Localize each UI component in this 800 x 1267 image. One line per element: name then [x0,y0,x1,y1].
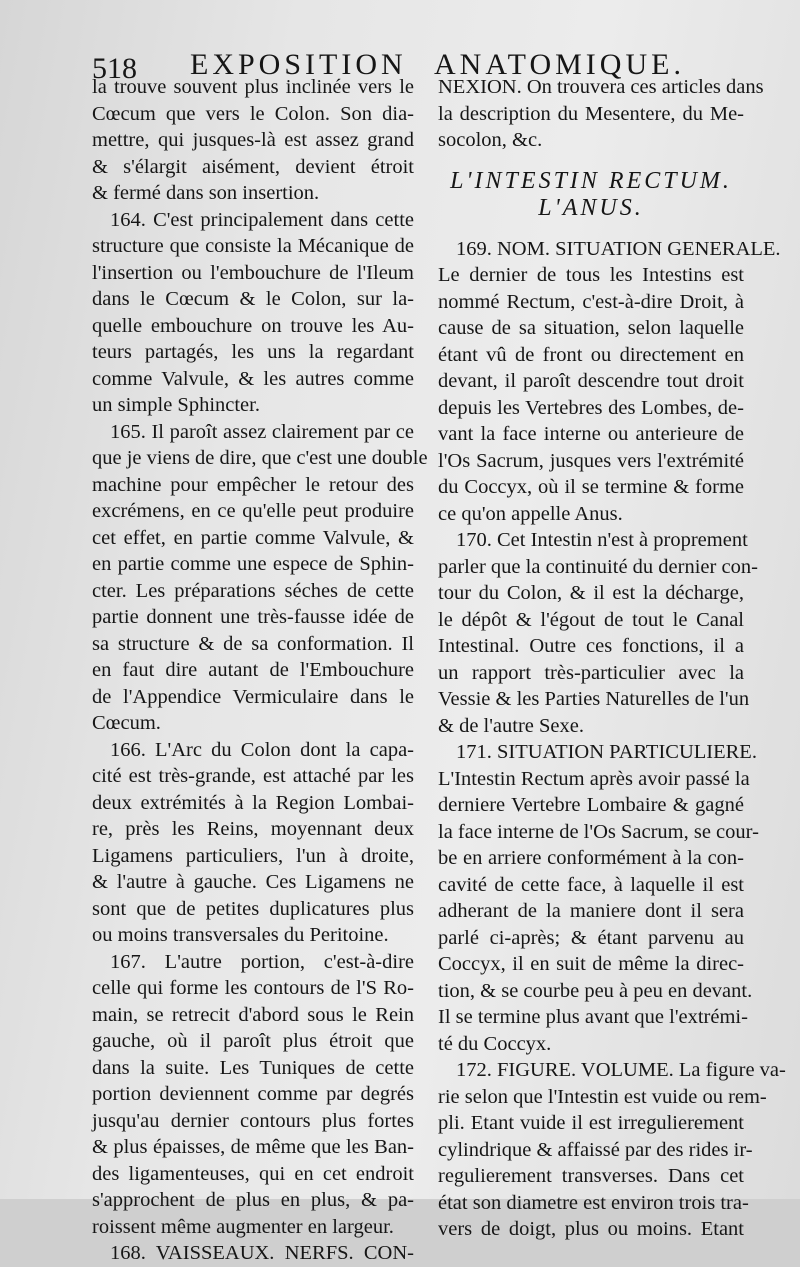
text-line: vers de doigt, plus ou moins. Etant [438,1218,744,1240]
text-line: partie donnent une très-fausse idée de [92,606,414,628]
text-line: quelle embouchure on trouve les Au- [92,314,414,337]
text-line: cylindrique & affaissé par des rides ir- [438,1138,753,1161]
text-line: des ligamenteuses, qui en cet endroit [92,1162,414,1185]
text-line: le dépôt & l'égout de tout le Canal [438,608,744,631]
text-line: derniere Vertebre Lombaire & gagné [438,794,744,816]
text-line: cause de sa situation, selon laquelle [438,317,744,339]
text-line: tour du Colon, & il est la décharge, [438,582,744,604]
text-line: té du Coccyx. [438,1032,552,1055]
text-line: dans le Cœcum & le Colon, sur la- [92,288,414,310]
right-column [438,74,786,1243]
text-line: étant vû de front ou directement en [438,343,744,366]
text-line: pli. Etant vuide il est irregulierement [438,1112,744,1134]
text-line: structure que consiste la Mécanique de [92,235,414,257]
text-line: machine pour empêcher le retour des [92,473,414,496]
text-line: cavité de cette face, à laquelle il est [438,873,744,896]
running-head-left: EXPOSITION [190,48,407,81]
text-line: sa structure & de sa conformation. Il [92,632,414,655]
text-line: état son diametre est environ trois tra- [438,1191,749,1214]
text-line: & l'autre à gauche. Ces Ligamens ne [92,871,414,893]
text-line: & fermé dans son insertion. [92,182,320,204]
text-line: parler que la continuité du dernier con- [438,555,758,578]
text-line: 169. NOM. SITUATION GENERALE. [456,237,781,260]
right-column-body [438,236,786,1243]
text-line: l'insertion ou l'embouchure de l'Ileum [92,261,414,284]
text-line: rie selon que l'Intestin est vuide ou rem- [438,1085,767,1108]
text-line: celle qui forme les contours de l'S Ro- [92,977,414,999]
text-line: sont que de petites duplicatures plus [92,897,414,920]
text-line: ou moins transversales du Peritoine. [92,924,389,946]
text-line: 170. Cet Intestin n'est à proprement [456,529,748,551]
page-number: 518 [92,52,137,85]
text-line: Vessie & les Parties Naturelles de l'un [438,688,750,710]
text-line: un simple Sphincter. [92,394,260,416]
text-line: 172. FIGURE. VOLUME. La figure va- [456,1059,786,1081]
text-line: & de l'autre Sexe. [438,714,585,737]
text-line: l'Os Sacrum, jusques vers l'extrémité [438,449,744,472]
text-line: cité est très-grande, est attaché par les [92,765,414,787]
text-line: roissent même augmenter en largeur. [92,1215,394,1238]
text-line: regulierement transverses. Dans cet [438,1165,744,1187]
text-line: en partie comme une espece de Sphin- [92,553,414,575]
text-line: tion, & se courbe peu à peu en devant. [438,979,753,1002]
text-line: Le dernier de tous les Intestins est [438,264,744,286]
text-line: be en arriere conformément à la con- [438,847,744,869]
text-line: 166. L'Arc du Colon dont la capa- [110,738,414,761]
text-line: L'Intestin Rectum après avoir passé la [438,767,750,790]
text-line: Coccyx, il en suit de même la direc- [438,953,744,975]
left-column [92,74,428,1267]
text-line: s'approchent de plus en plus, & pa- [92,1189,414,1211]
text-line: main, se retrecit d'abord sous le Rein [92,1003,414,1026]
text-line: Ligamens particuliers, l'un à droite, [92,844,414,867]
text-line: depuis les Vertebres des Lombes, de- [438,396,744,419]
text-line: dans la suite. Les Tuniques de cette [92,1056,414,1079]
text-line: teurs partagés, les uns la regardant [92,341,414,363]
text-line: re, près les Reins, moyennant deux [92,818,414,840]
text-line: comme Valvule, & les autres comme [92,367,414,390]
text-line: jusqu'au dernier contours plus fortes [92,1109,414,1132]
text-line: en faut dire autant de l'Embouchure [92,659,414,681]
text-line: 171. SITUATION PARTICULIERE. [456,741,757,763]
text-line: gauche, où il paroît plus étroit que [92,1030,414,1052]
text-line: ce qu'on appelle Anus. [438,502,623,525]
text-line: & plus épaisses, de même que les Ban- [92,1136,414,1158]
text-line: nommé Rectum, c'est-à-dire Droit, à [438,290,744,313]
text-line: NEXION. On trouvera ces articles dans [438,76,764,98]
right-column-continuation [438,74,764,154]
text-line: la description du Mesentere, du Me- [438,102,744,125]
text-line: Intestinal. Outre ces fonctions, il a [438,635,744,657]
text-line: devant, il paroît descendre tout droit [438,370,744,392]
text-line: la face interne de l'Os Sacrum, se cour- [438,820,759,843]
text-line: excrémens, en ce qu'elle peut produire [92,500,414,522]
text-line: 167. L'autre portion, c'est-à-dire [110,950,414,973]
running-head-right: ANATOMIQUE. [434,48,685,81]
text-line: parlé ci-après; & étant parvenu au [438,926,744,949]
text-line: 164. C'est principalement dans cette [110,208,414,231]
text-line: du Coccyx, où il se termine & forme [438,476,744,498]
section-title-rectum: L'INTESTIN RECTUM. [450,167,732,194]
text-line: un rapport très-particulier avec la [438,661,744,684]
text-line: socolon, &c. [438,129,543,151]
text-line: Cœcum. [92,712,161,734]
text-line: deux extrémités à la Region Lombai- [92,791,414,814]
text-line: Cœcum que vers le Colon. Son dia- [92,102,414,125]
text-line: 168. VAISSEAUX. NERFS. CON- [110,1242,414,1264]
text-line: vant la face interne ou anterieure de [438,423,744,445]
text-line: portion deviennent comme par degrés [92,1083,414,1105]
text-line: & s'élargit aisément, devient étroit [92,155,414,178]
text-line: 165. Il paroît assez clairement par ce [110,420,414,443]
text-line: Il se termine plus avant que l'extrémi- [438,1006,748,1028]
text-line: adherant de la maniere dont il sera [438,900,744,922]
text-line: de l'Appendice Vermiculaire dans le [92,685,414,708]
text-line: mettre, qui jusques-là est assez grand [92,129,414,151]
text-line: cet effet, en partie comme Valvule, & [92,526,414,549]
text-line: la trouve souvent plus inclinée vers le [92,76,414,98]
text-line: cter. Les préparations séches de cette [92,579,414,602]
section-title-anus: L'ANUS. [538,194,644,221]
text-line: que je viens de dire, que c'est une double [92,447,428,469]
